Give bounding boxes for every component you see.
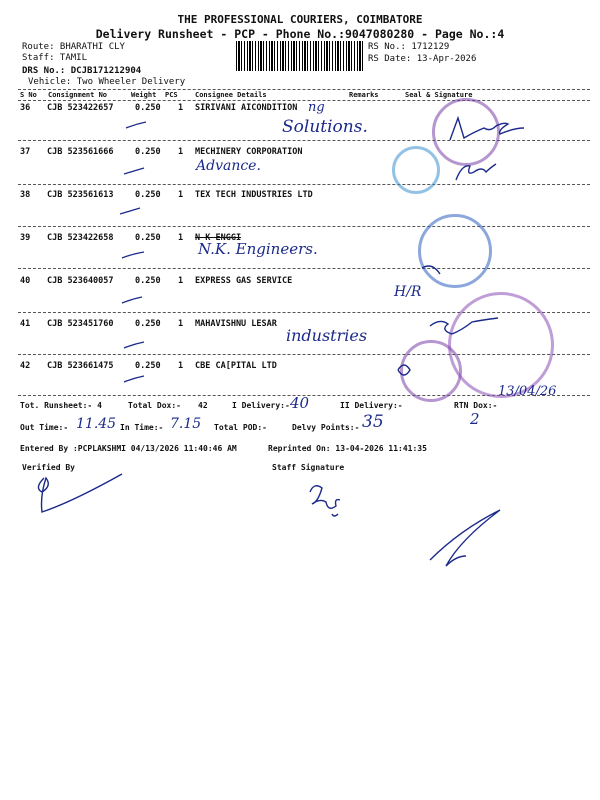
col-pcs: PCS bbox=[165, 91, 178, 99]
reprinted-on: Reprinted On: 13-04-2026 11:41:35 bbox=[268, 444, 427, 453]
staff: Staff: TAMIL bbox=[22, 53, 88, 63]
consignee: MECHINERY CORPORATION bbox=[195, 147, 303, 157]
total-dox-value: 42 bbox=[198, 401, 208, 410]
consignee: EXPRESS GAS SERVICE bbox=[195, 276, 293, 286]
pcs: 1 bbox=[178, 361, 184, 371]
pcs: 1 bbox=[178, 103, 184, 113]
weight: 0.250 bbox=[135, 361, 161, 371]
sno: 40 bbox=[20, 276, 31, 286]
sno: 41 bbox=[20, 319, 31, 329]
consignee: MAHAVISHNU LESAR bbox=[195, 319, 277, 329]
signature-scribbles bbox=[386, 100, 586, 400]
weight: 0.250 bbox=[135, 103, 161, 113]
weight: 0.250 bbox=[135, 319, 161, 329]
consignment-no: CJB 523422657 bbox=[47, 103, 114, 113]
i-delivery-hand: 40 bbox=[290, 394, 310, 412]
consignment-no: CJB 523451760 bbox=[47, 319, 114, 329]
consignment-no: CJB 523561613 bbox=[47, 190, 114, 200]
consignee: SIRIVANI AICONDITION bbox=[195, 103, 298, 113]
consignment-no: CJB 523422658 bbox=[47, 233, 114, 243]
weight: 0.250 bbox=[135, 233, 161, 243]
weight: 0.250 bbox=[135, 276, 161, 286]
rtn-dox-hand: 2 bbox=[470, 410, 480, 428]
pcs: 1 bbox=[178, 319, 184, 329]
sno: 38 bbox=[20, 190, 31, 200]
i-delivery-label: I Delivery:- bbox=[232, 401, 290, 410]
divider bbox=[18, 89, 590, 90]
col-seal: Seal & Signature bbox=[405, 91, 473, 99]
consignment-no: CJB 523640057 bbox=[47, 276, 114, 286]
barcode bbox=[236, 41, 364, 71]
sno: 37 bbox=[20, 147, 31, 157]
company-title: THE PROFESSIONAL COURIERS, COIMBATORE bbox=[177, 13, 423, 26]
consignee: TEX TECH INDUSTRIES LTD bbox=[195, 190, 313, 200]
route: Route: BHARATHI CLY bbox=[22, 42, 125, 52]
handwritten-note: industries bbox=[286, 326, 368, 345]
col-consignment: Consignment No bbox=[48, 91, 108, 99]
runsheet-subtitle: Delivery Runsheet - PCP - Phone No.:9047080280 - Page No.:4 bbox=[95, 27, 505, 41]
total-pod-label: Total POD:- bbox=[214, 423, 267, 432]
rs-date: RS Date: 13-Apr-2026 bbox=[368, 54, 477, 64]
consignee: CBE CA[PITAL LTD bbox=[195, 361, 277, 371]
pcs: 1 bbox=[178, 276, 184, 286]
col-consignee: Consignee Details bbox=[195, 91, 267, 99]
pcs: 1 bbox=[178, 233, 184, 243]
sno: 39 bbox=[20, 233, 31, 243]
tot-runsheet: Tot. Runsheet:- 4 bbox=[20, 401, 102, 410]
in-time-label: In Time:- bbox=[120, 423, 164, 432]
drs-no: DRS No.: DCJB171212904 bbox=[22, 66, 142, 76]
handwritten-note: N.K. Engineers. bbox=[198, 240, 318, 258]
ii-delivery-label: II Delivery:- bbox=[340, 401, 403, 410]
sno: 36 bbox=[20, 103, 31, 113]
total-dox-label: Total Dox:- bbox=[128, 401, 181, 410]
consignee: N K ENGGI bbox=[195, 233, 242, 243]
handwritten-ng: ng bbox=[308, 100, 325, 115]
col-remarks: Remarks bbox=[349, 91, 379, 99]
verified-by: Verified By bbox=[22, 463, 75, 472]
handwritten-date: 13/04/26 bbox=[498, 384, 557, 399]
staff-signature-label: Staff Signature bbox=[272, 463, 345, 472]
delvy-points-hand: 35 bbox=[362, 412, 384, 432]
delvy-points-label: Delvy Points:- bbox=[292, 423, 360, 432]
out-time-hand: 11.45 bbox=[76, 416, 117, 432]
weight: 0.250 bbox=[135, 190, 161, 200]
footer-signatures bbox=[20, 470, 600, 590]
handwritten-note: Solutions. bbox=[282, 117, 368, 137]
sno: 42 bbox=[20, 361, 31, 371]
weight: 0.250 bbox=[135, 147, 161, 157]
handwritten-hr: H/R bbox=[394, 284, 422, 300]
rs-no: RS No.: 1712129 bbox=[368, 42, 450, 52]
in-time-hand: 7.15 bbox=[170, 416, 202, 432]
rtn-dox-label: RTN Dox:- bbox=[454, 401, 498, 410]
out-time-label: Out Time:- bbox=[20, 423, 69, 432]
pcs: 1 bbox=[178, 190, 184, 200]
col-weight: Weight bbox=[131, 91, 157, 99]
handwritten-note: Advance. bbox=[196, 158, 261, 174]
col-sno: S No bbox=[20, 91, 37, 99]
consignment-no: CJB 523561666 bbox=[47, 147, 114, 157]
vehicle: Vehicle: Two Wheeler Delivery bbox=[28, 77, 186, 87]
entered-by: Entered By :PCPLAKSHMI 04/13/2026 11:40:46 AM bbox=[20, 444, 237, 453]
consignment-no: CJB 523661475 bbox=[47, 361, 114, 371]
pcs: 1 bbox=[178, 147, 184, 157]
tick-marks bbox=[110, 100, 170, 400]
